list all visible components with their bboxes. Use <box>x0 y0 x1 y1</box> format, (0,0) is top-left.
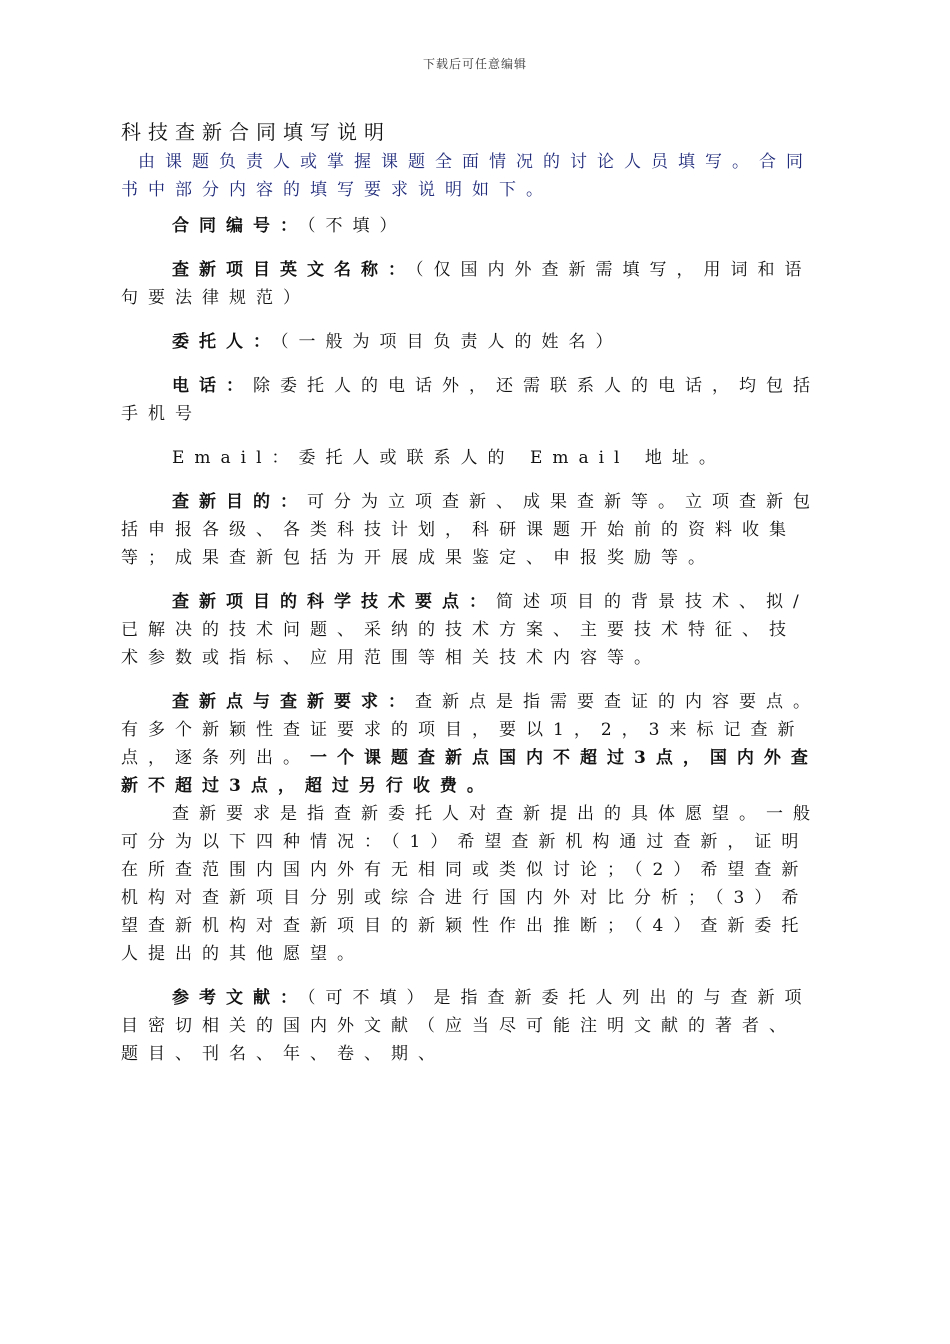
contract-number-text: （不填） <box>307 216 407 236</box>
tech-points-paragraph <box>121 588 821 672</box>
novelty-points-paragraph <box>121 688 821 800</box>
project-en-name-label: 查新项目英文名称： <box>172 260 415 280</box>
project-en-name-paragraph <box>121 256 821 312</box>
references-text: （可不填）是指查新委托人列出的与查新项目密切相关的国内外文献（应当尽可能注明文献的著者、题目、刊名、年、卷、期、 <box>121 988 812 1064</box>
references-paragraph <box>121 984 821 1068</box>
page-header: 下载后可任意编辑 <box>422 57 527 71</box>
phone-paragraph <box>121 372 821 428</box>
phone-text: 除委托人的电话外，还需联系人的电话，均包括手机号 <box>121 376 820 424</box>
intro-paragraph: 由课题负责人或掌握课题全面情况的讨论人员填写。合同书中部分内容的填写要求说明如下。 <box>121 152 813 200</box>
email-text: 委托人或联系人的 Email 地址。 <box>298 448 726 468</box>
client-paragraph <box>121 328 821 356</box>
document-title: 科技查新合同填写说明 <box>121 120 391 144</box>
document-body <box>121 118 821 1084</box>
client-label: 委托人： <box>172 332 280 352</box>
purpose-paragraph <box>121 488 821 572</box>
client-text: （一般为项目负责人的姓名） <box>280 332 623 352</box>
references-label: 参考文献： <box>172 988 307 1008</box>
project-en-name-text: （仅国内外查新需填写，用词和语句要法律规范） <box>121 260 812 308</box>
novelty-points-label: 查新点与查新要求： <box>172 692 415 712</box>
email-label: Email： <box>172 448 299 468</box>
contract-number-label: 合同编号： <box>172 216 307 236</box>
phone-label: 电话： <box>172 376 253 396</box>
tech-points-text: 简述项目的背景技术、拟/已解决的技术问题、采纳的技术方案、主要技术特征、技术参数或指标、应用范围等相关技术内容等。 <box>121 592 809 668</box>
purpose-text: 可分为立项查新、成果查新等。立项查新包括申报各级、各类科技计划，科研课题开始前的资料收集等；成果查新包括为开展成果鉴定、申报奖励等。 <box>121 492 820 568</box>
novelty-points-bold-text: 一个课题查新点国内不超过3点，国内外查新不超过3点，超过另行收费。 <box>121 748 818 796</box>
email-paragraph <box>121 444 821 472</box>
contract-number-paragraph <box>121 212 821 240</box>
purpose-label: 查新目的： <box>172 492 307 512</box>
requirements-paragraph: 查新要求是指查新委托人对查新提出的具体愿望。一般可分为以下四种情况：（1）希望查新机构通过查新，证明在所查范围内国内外有无相同或类似讨论；（2）希望查新机构对查新项目分别或综合进行国内外对比分析；（3）希望查新机构对查新项目的新颖性作出推断；（4）查新委托人提出的其他愿望。 <box>121 804 820 964</box>
tech-points-label: 查新项目的科学技术要点： <box>172 592 496 612</box>
novelty-points-text: 查新点是指需要查证的内容要点。有多个新颖性查证要求的项目，要以1，2，3来标记查新点，逐条列出。 <box>121 692 820 768</box>
